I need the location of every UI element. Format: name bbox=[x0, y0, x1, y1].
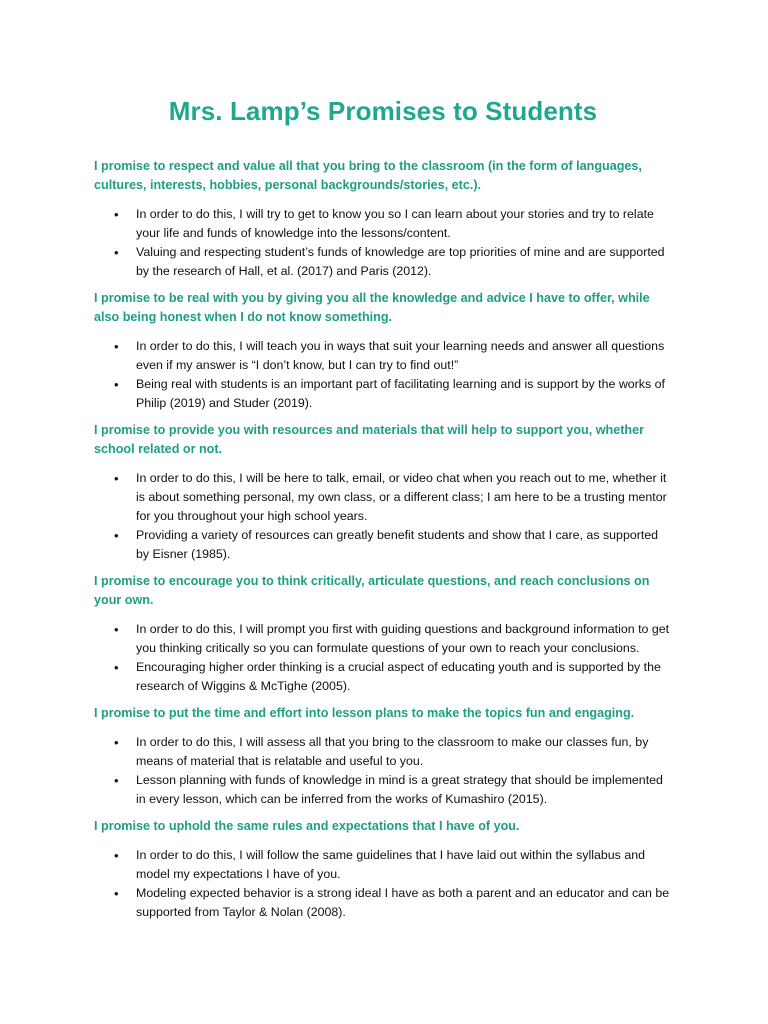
bullet-list bbox=[94, 205, 672, 281]
promise-heading: I promise to put the time and effort into lesson plans to make the topics fun and engaging. bbox=[94, 706, 635, 721]
promise-section-1 bbox=[94, 157, 672, 281]
bullet-list bbox=[94, 733, 672, 809]
list-item: • In order to do this, I will assess all that you bring to the classroom to make our classes fun, by means of material that is relatable and useful to you. bbox=[136, 733, 672, 771]
bullet-list bbox=[94, 846, 672, 922]
list-item: • In order to do this, I will try to get to know you so I can learn about your stories and try to relate your life and funds of knowledge into the lessons/content. bbox=[136, 205, 672, 243]
promise-section-5 bbox=[94, 704, 672, 809]
promise-heading: I promise to be real with you by giving you all the knowledge and advice I have to offer, while also being honest when I do not know something. bbox=[94, 291, 650, 325]
list-item: • In order to do this, I will prompt you first with guiding questions and background information to get you thinking critically so you can formulate questions of your own to reach your conclusions. bbox=[136, 620, 672, 658]
list-item: • In order to do this, I will teach you in ways that suit your learning needs and answer all questions even if my answer is “I don’t know, but I can try to find out!” bbox=[136, 337, 672, 375]
promise-section-2 bbox=[94, 289, 672, 413]
promise-section-4 bbox=[94, 572, 672, 696]
bullet-list bbox=[94, 469, 672, 564]
list-item: • Encouraging higher order thinking is a crucial aspect of educating youth and is supported by the research of Wiggins & McTighe (2005). bbox=[136, 658, 672, 696]
bullet-list bbox=[94, 337, 672, 413]
promise-heading: I promise to uphold the same rules and expectations that I have of you. bbox=[94, 819, 520, 834]
list-item: • Lesson planning with funds of knowledge in mind is a great strategy that should be implemented in every lesson, which can be inferred from the works of Kumashiro (2015). bbox=[136, 771, 672, 809]
list-item: • Being real with students is an important part of facilitating learning and is support by the works of Philip (2019) and Studer (2019). bbox=[136, 375, 672, 413]
page-title: Mrs. Lamp’s Promises to Students bbox=[168, 96, 598, 126]
promise-heading: I promise to provide you with resources and materials that will help to support you, whether school related or not. bbox=[94, 423, 645, 457]
promise-heading: I promise to encourage you to think critically, articulate questions, and reach conclusions on your own. bbox=[94, 574, 650, 608]
promise-section-3 bbox=[94, 421, 672, 564]
list-item: • In order to do this, I will be here to talk, email, or video chat when you reach out to me, whether it is about something personal, my own class, or a different class; I am here to be a trusting mentor for you throughout your high school years. bbox=[136, 469, 672, 526]
list-item: • Modeling expected behavior is a strong ideal I have as both a parent and an educator and can be supported from Taylor & Nolan (2008). bbox=[136, 884, 672, 922]
list-item: • Valuing and respecting student’s funds of knowledge are top priorities of mine and are supported by the research of Hall, et al. (2017) and Paris (2012). bbox=[136, 243, 672, 281]
list-item: • In order to do this, I will follow the same guidelines that I have laid out within the syllabus and model my expectations I have of you. bbox=[136, 846, 672, 884]
bullet-list bbox=[94, 620, 672, 696]
promise-section-6 bbox=[94, 817, 672, 922]
promise-heading: I promise to respect and value all that you bring to the classroom (in the form of languages, cultures, interests, hobbies, personal backgrounds/stories, etc.). bbox=[94, 159, 642, 193]
list-item: • Providing a variety of resources can greatly benefit students and show that I care, as supported by Eisner (1985). bbox=[136, 526, 672, 564]
